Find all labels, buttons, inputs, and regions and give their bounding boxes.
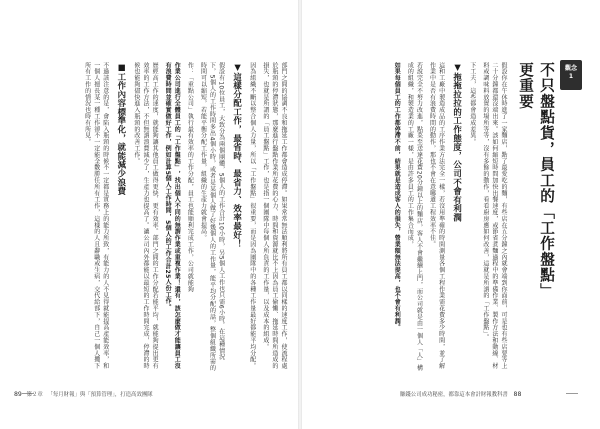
chapter-title: [514, 62, 556, 362]
right-section-heading: ▼拖拖拉拉的工作態度，公司不會有利潤: [452, 62, 463, 222]
chapter-title-line-1: 不只盤點貨，員工的「工作盤點」: [538, 62, 555, 299]
left-page-body: [22, 62, 288, 372]
left-page-number: 89: [14, 391, 22, 398]
right-page-number: 88: [513, 391, 522, 398]
chapter-title-line-2: 更重要: [517, 62, 534, 110]
left-section-heading-2: ■工作內容標準化，就能減少浪費: [116, 62, 127, 196]
left-paragraph-1: 部門之間的協調不良和拖延工作都會造成停滯。如果常常無法順利將所有員工都以同樣的速度工作，使流程處於瓶頸的停滯狀態，那麼進行盤點作業所花費的心力、時間和資源就比不上因為員工偷懶、拖延時間所造成的損失，也就是所謂的「員工盤點」工作，也是指一個團隊中每個人所負責的工作量，以及成本的組成。: [261, 62, 287, 370]
left-section-heading-1: ▼這樣分配工作，最省時、最省力、效率最好！: [232, 62, 243, 249]
right-emphasis-paragraph: 如果每個員工的工作都停滯不前，結果就是造成客人的損失，營業額無法提高，也不會有利潤。: [393, 62, 401, 331]
left-paragraph-6: 不過該注意的是，會陷入瓶頸的時候不一定都是實務上的能力所致，有能力的人不見得就能提高產能效率，和一個人擅長某一種工作卻不一定能全數勝任所有工作，這樣的人且辭職或生病，交代給部下，自己一個人攬下所有工作的情況也時有所見。: [83, 62, 109, 370]
right-paragraph-3: 這和工廠中製造成品的工序作業方法完全一樣，若沒用準確的時間測量各個工程作業需花費多少時間，並了解作業中是否有浪費時間的動作，那也不會在意哪道工程效率不佳。: [428, 62, 445, 370]
left-paragraph-5: 歷經高工作的速度，就能夠讓其他員工做得更快、更有效率。部門之間的工作分配若能平均，就能夠提出更有效率的工作方法，不但無謂浪費減少了，生產力也提高了。讓公司內外都能以最短的工作時間完成，停滯的時候也能夠儘快進入瓶頸的改善工作。: [132, 62, 159, 370]
right-paragraph-4: 若說完全不努力改進，點菜至送達花費20分鐘以上的麵店，客人不會繼續上門，而公司就是由一個人「人」構成的組織，和製造業的工廠一樣，是由許多員工的工作集合而成，: [406, 62, 423, 372]
right-paragraph-2: 下工夫，這些都會造成差異。: [468, 62, 476, 146]
concept-badge-label: 觀念: [564, 65, 577, 72]
right-running-head: 賺錢公司成功秘密，都靠這本會計財報教科書: [400, 392, 508, 398]
chapter-label: 第２章: [26, 392, 43, 398]
left-page: [0, 0, 298, 429]
left-folio: [14, 390, 153, 398]
right-footer-rule: [566, 393, 578, 394]
right-folio: [400, 390, 521, 398]
right-paragraph-1: 假設你在午休時進了一家麵店，點了最愛吃的麵，有些店在五分鐘之內就會端到你面前，可是也有些店要等上二十分鐘都還沒端出來。該如何縮短時間加快出餐速度，或節省煮麵過程中的準備作業、製作方法和動線、材料或調味料放置的場所等等，沒有多餘的動作，看看廚房應如何改善，這就是所謂的「工作盤點」。: [481, 62, 507, 370]
left-running-head: 「每月財報」與「預算管理」，打造高效團隊: [47, 392, 153, 398]
right-page-body: [312, 62, 508, 372]
left-paragraph-4: 作：「重點公司」執行最有效率的工作分配，員工也能順利完成工作，公司就能夠: [186, 62, 194, 293]
left-emphasis-paragraph: 作業公司進行全體員工的「工作盤點」，找出個人不同的無謂作業或重複作業！還有，該怎麼做才能讓員工沒有浪費時間並確實做好工作，例如計算5個人工作時間，5個人的工作合計25人份工作。: [164, 62, 181, 370]
left-paragraph-3: 假設有10位員工，大致分為兩個團體，5個人的工作合計10小時，另5個人工作也只需6小時。在這種情況下，5個人的工作時間多出4個小時，或者是某個人做了好幾個人的工作量，能平均分配的話，整個組織所需的時間可以縮短，若能平衡分配工作量，組織的生產力就會提高。: [199, 62, 225, 372]
concept-badge-number: 1: [568, 73, 574, 80]
concept-badge: [560, 60, 582, 90]
left-paragraph-2: 因為組織不斷以整合個人力量，所以「工作盤點」很重要，而是因為團隊中的各種工作量最好都能平均分配。: [248, 62, 256, 370]
